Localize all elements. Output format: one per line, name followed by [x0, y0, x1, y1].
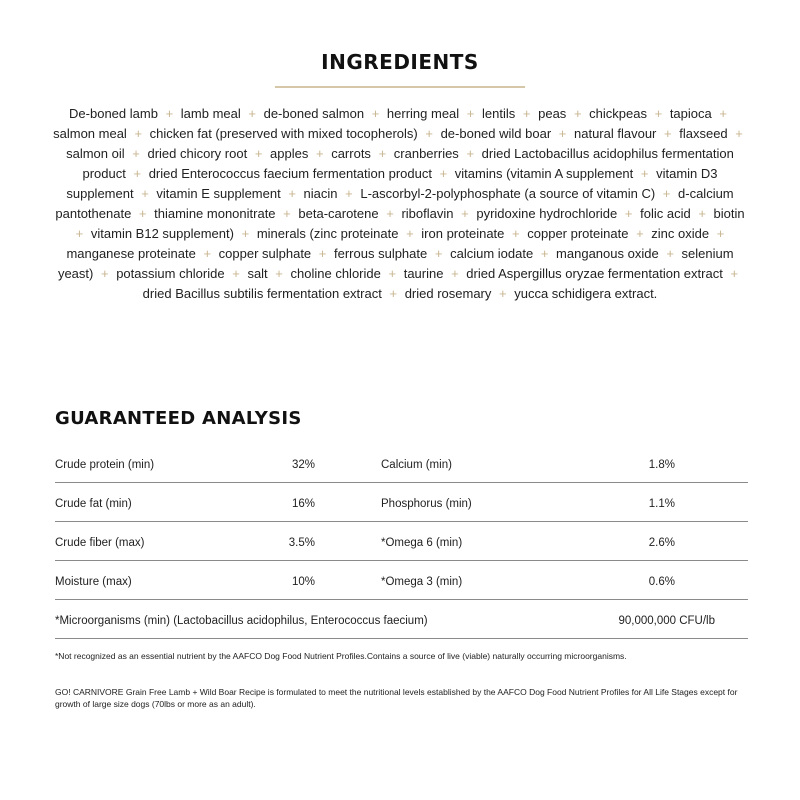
- analysis-title: GUARANTEED ANALYSIS: [55, 408, 302, 429]
- ingredient-item: potassium chloride: [116, 266, 225, 281]
- footnote-formulation: GO! CARNIVORE Grain Free Lamb + Wild Boar Recipe is formulated to meet the nutritional levels established by the AAFCO Dog Food Nutrient Profiles for All Life Stages except for growth of large size dogs (70lbs or more as an adult).: [55, 687, 738, 709]
- title-divider: [275, 86, 525, 88]
- plus-separator: +: [573, 106, 582, 121]
- table-row: [55, 483, 748, 522]
- ingredient-item: carrots: [331, 146, 371, 161]
- ingredient-item: taurine: [403, 266, 444, 281]
- plus-separator: +: [716, 226, 725, 241]
- plus-separator: +: [512, 226, 520, 241]
- ingredient-item: lentils: [482, 106, 516, 121]
- nutrient-name: *Omega 3 (min): [381, 576, 463, 588]
- nutrient-name: Moisture (max): [55, 576, 132, 588]
- ingredients-list: [50, 104, 750, 304]
- ingredient-item: De-boned lamb: [69, 106, 158, 121]
- plus-separator: +: [662, 186, 671, 201]
- plus-separator: +: [345, 186, 353, 201]
- plus-separator: +: [522, 106, 531, 121]
- ingredient-item: dried Enterococcus faecium fermentation product: [148, 166, 432, 181]
- plus-separator: +: [241, 226, 250, 241]
- ingredient-item: dried Lactobacillus acidophilus fermentation product: [82, 146, 734, 181]
- plus-separator: +: [434, 246, 443, 261]
- plus-separator: +: [288, 186, 296, 201]
- ingredient-item: salt: [247, 266, 268, 281]
- ingredient-item: copper sulphate: [218, 246, 312, 261]
- plus-separator: +: [283, 206, 291, 221]
- plus-separator: +: [451, 266, 459, 281]
- plus-separator: +: [248, 106, 256, 121]
- plus-separator: +: [203, 246, 212, 261]
- ingredient-item: chicken fat (preserved with mixed tocopherols): [149, 126, 418, 141]
- plus-separator: +: [466, 146, 475, 161]
- nutrient-value: 0.6%: [648, 576, 675, 588]
- nutrient-value: 90,000,000 CFU/lb: [618, 615, 715, 627]
- ingredient-item: manganous oxide: [556, 246, 659, 261]
- plus-separator: +: [100, 266, 109, 281]
- ingredient-item: natural flavour: [574, 126, 657, 141]
- nutrient-value: 32%: [291, 459, 315, 471]
- ingredient-item: beta-carotene: [298, 206, 379, 221]
- nutrient-name: Calcium (min): [381, 459, 452, 471]
- plus-separator: +: [75, 226, 84, 241]
- plus-separator: +: [254, 146, 263, 161]
- ingredient-item: chickpeas: [589, 106, 647, 121]
- plus-separator: +: [499, 286, 507, 301]
- plus-separator: +: [466, 106, 475, 121]
- ingredient-item: iron proteinate: [421, 226, 505, 241]
- plus-separator: +: [133, 166, 142, 181]
- plus-separator: +: [315, 146, 324, 161]
- ingredient-item: folic acid: [640, 206, 691, 221]
- ingredient-item: cranberries: [393, 146, 459, 161]
- ingredient-item: biotin: [713, 206, 745, 221]
- plus-separator: +: [425, 126, 433, 141]
- footnote-aafco: *Not recognized as an essential nutrient by the AAFCO Dog Food Nutrient Profiles.Contains a source of live (viable) naturally occurring microorganisms.: [55, 651, 627, 661]
- ingredient-item: riboflavin: [401, 206, 454, 221]
- ingredient-item: salmon oil: [66, 146, 125, 161]
- ingredient-item: L-ascorbyl-2-polyphosphate (a source of vitamin C): [360, 186, 656, 201]
- plus-separator: +: [141, 186, 149, 201]
- table-row-microorganisms: [55, 600, 748, 639]
- ingredient-item: dried rosemary: [404, 286, 492, 301]
- ingredients-title: INGREDIENTS: [321, 50, 479, 74]
- plus-separator: +: [558, 126, 567, 141]
- ingredient-item: thiamine mononitrate: [154, 206, 276, 221]
- ingredient-item: d-calcium pantothenate: [55, 186, 734, 221]
- plus-separator: +: [666, 246, 674, 261]
- nutrient-value: 10%: [291, 576, 315, 588]
- ingredient-item: de-boned salmon: [263, 106, 365, 121]
- ingredient-item: dried chicory root: [147, 146, 248, 161]
- plus-separator: +: [698, 206, 706, 221]
- nutrient-value: 3.5%: [288, 537, 315, 549]
- ingredient-item: ferrous sulphate: [334, 246, 428, 261]
- ingredient-item: yucca schidigera extract.: [514, 286, 658, 301]
- ingredient-item: vitamin D3 supplement: [66, 166, 718, 201]
- plus-separator: +: [318, 246, 327, 261]
- ingredient-item: niacin: [303, 186, 338, 201]
- plus-separator: +: [371, 106, 380, 121]
- plus-separator: +: [275, 266, 283, 281]
- ingredient-item: lamb meal: [180, 106, 241, 121]
- ingredient-item: copper proteinate: [527, 226, 629, 241]
- plus-separator: +: [730, 266, 739, 281]
- plus-separator: +: [406, 226, 414, 241]
- ingredient-item: pyridoxine hydrochloride: [476, 206, 618, 221]
- ingredient-item: dried Aspergillus oryzae fermentation extract: [466, 266, 723, 281]
- ingredient-item: salmon meal: [53, 126, 127, 141]
- plus-separator: +: [664, 126, 672, 141]
- plus-separator: +: [232, 266, 240, 281]
- ingredient-item: calcium iodate: [450, 246, 534, 261]
- plus-separator: +: [654, 106, 663, 121]
- ingredient-item: manganese proteinate: [66, 246, 196, 261]
- ingredient-item: herring meal: [386, 106, 460, 121]
- nutrient-value: 2.6%: [648, 537, 675, 549]
- ingredient-item: peas: [538, 106, 567, 121]
- table-row: [55, 561, 748, 600]
- nutrient-value: 1.1%: [648, 498, 675, 510]
- plus-separator: +: [132, 146, 140, 161]
- ingredient-item: choline chloride: [290, 266, 381, 281]
- plus-separator: +: [636, 226, 644, 241]
- ingredient-item: apples: [270, 146, 309, 161]
- ingredient-item: de-boned wild boar: [440, 126, 552, 141]
- ingredient-item: minerals (zinc proteinate: [256, 226, 399, 241]
- table-row: [55, 444, 748, 483]
- plus-separator: +: [540, 246, 549, 261]
- nutrient-name: Phosphorus (min): [381, 498, 472, 510]
- ingredient-item: flaxseed: [679, 126, 728, 141]
- plus-separator: +: [624, 206, 633, 221]
- plus-separator: +: [439, 166, 448, 181]
- plus-separator: +: [138, 206, 147, 221]
- plus-separator: +: [134, 126, 143, 141]
- plus-separator: +: [165, 106, 174, 121]
- plus-separator: +: [389, 286, 398, 301]
- nutrient-value: 1.8%: [648, 459, 675, 471]
- nutrient-name: *Microorganisms (min) (Lactobacillus acidophilus, Enterococcus faecium): [55, 615, 428, 627]
- table-row: [55, 522, 748, 561]
- plus-separator: +: [386, 206, 394, 221]
- ingredient-item: selenium yeast): [57, 246, 734, 281]
- nutrient-value: 16%: [291, 498, 315, 510]
- ingredient-item: vitamin B12 supplement): [90, 226, 234, 241]
- ingredient-item: tapioca: [669, 106, 712, 121]
- analysis-table: [55, 444, 748, 639]
- ingredient-item: zinc oxide: [651, 226, 710, 241]
- ingredient-item: vitamin E supplement: [156, 186, 281, 201]
- nutrient-name: Crude protein (min): [55, 459, 155, 471]
- nutrient-name: Crude fiber (max): [55, 537, 145, 549]
- nutrient-name: Crude fat (min): [55, 498, 132, 510]
- nutrient-name: *Omega 6 (min): [381, 537, 463, 549]
- plus-separator: +: [388, 266, 397, 281]
- ingredient-item: vitamins (vitamin A supplement: [454, 166, 634, 181]
- plus-separator: +: [461, 206, 469, 221]
- ingredient-item: dried Bacillus subtilis fermentation extract: [142, 286, 382, 301]
- plus-separator: +: [640, 166, 649, 181]
- plus-separator: +: [735, 126, 743, 141]
- plus-separator: +: [719, 106, 727, 121]
- plus-separator: +: [378, 146, 387, 161]
